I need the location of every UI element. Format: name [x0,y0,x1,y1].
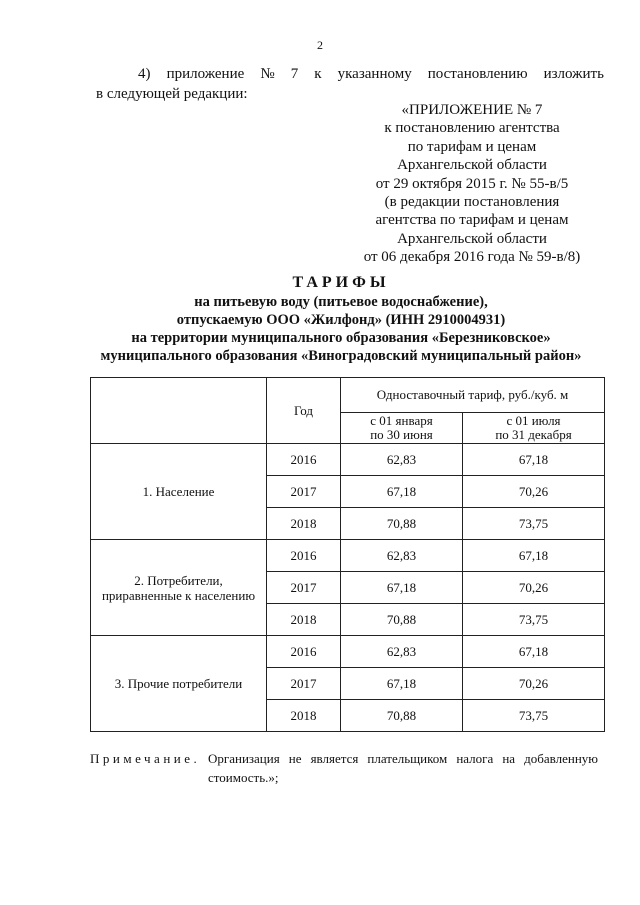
appendix-line: (в редакции постановления [384,194,560,211]
tariff-cell: 62,83 [341,444,463,476]
appendix-line: агентства по тарифам и ценам [375,212,569,229]
title-line: на питьевую воду (питьевое водоснабжение), [194,294,488,310]
tariff-cell: 67,18 [463,444,605,476]
period-line: по 31 декабря [495,427,572,442]
header-period-1 [341,413,463,444]
year-cell: 2017 [267,572,341,604]
intro-word: № [260,66,275,82]
tariff-cell: 73,75 [463,508,605,540]
appendix-line: Архангельской области [397,157,547,174]
tariff-cell: 70,26 [463,476,605,508]
intro-word: приложение [166,66,245,82]
intro-word: указанному [337,66,412,82]
year-cell: 2018 [267,604,341,636]
intro-word: постановлению [427,66,528,82]
table-row [91,444,605,476]
title-line: на территории муниципального образования «Березниковское» [131,330,551,346]
year-cell: 2017 [267,476,341,508]
year-cell: 2018 [267,508,341,540]
tariff-cell: 70,88 [341,508,463,540]
header-tariff: Одноставочный тариф, руб./куб. м [341,378,605,413]
period-line: с 01 июля [506,413,561,428]
tariff-cell: 67,18 [463,540,605,572]
page-number: 2 [317,38,323,52]
year-cell: 2018 [267,700,341,732]
category-label: 2. Потребители, [134,572,223,588]
tariff-cell: 73,75 [463,604,605,636]
note-text: Организация не является плательщиком налога на добавленную стоимость.»; [208,751,598,785]
intro-word: 7 [290,66,299,82]
title-heading: ТАРИФЫ [292,274,390,291]
category-label: 3. Прочие потребители [114,676,243,691]
note-label: Примечание. [90,751,201,766]
header-year: Год [267,378,341,444]
period-line: с 01 января [370,413,433,428]
appendix-line: от 29 октября 2015 г. № 55-в/5 [375,175,569,192]
tariff-table [90,377,605,732]
category-cell [91,540,267,636]
appendix-line: от 06 декабря 2016 года № 59-в/8) [363,249,581,266]
tariff-cell: 62,83 [341,636,463,668]
year-cell: 2017 [267,668,341,700]
tariff-cell: 73,75 [463,700,605,732]
tariff-cell: 70,88 [341,604,463,636]
intro-word: к [314,66,322,82]
tariff-cell: 67,18 [341,572,463,604]
tariff-cell: 67,18 [341,476,463,508]
appendix-header [340,101,604,267]
tariff-cell: 62,83 [341,540,463,572]
appendix-line: по тарифам и ценам [407,138,537,155]
note-section [90,749,598,787]
category-label: 1. Население [142,484,215,499]
intro-word: изложить [543,66,604,82]
year-cell: 2016 [267,444,341,476]
header-category-cell [91,378,267,444]
category-label: приравненные к населению [101,587,256,603]
intro-line-1 [96,64,604,84]
tariff-cell: 70,26 [463,668,605,700]
table-header-row [91,378,605,413]
tariff-cell: 67,18 [341,668,463,700]
category-cell [91,636,267,732]
title-line: муниципального образования «Виноградовский муниципальный район» [100,348,582,364]
document-title [80,273,602,365]
appendix-line: к постановлению агентства [384,120,560,137]
header-period-2 [463,413,605,444]
table-row [91,636,605,668]
title-line: отпускаемую ООО «Жилфонд» (ИНН 2910004931) [176,312,506,328]
period-line: по 30 июня [370,427,433,442]
year-cell: 2016 [267,540,341,572]
intro-word: 4) [138,66,151,82]
table-row [91,540,605,572]
intro-line-2: в следующей редакции: [96,86,248,102]
intro-paragraph [96,64,604,104]
tariff-cell: 70,26 [463,572,605,604]
year-cell: 2016 [267,636,341,668]
tariff-cell: 67,18 [463,636,605,668]
category-cell [91,444,267,540]
appendix-line: Архангельской области [397,230,547,247]
appendix-line: «ПРИЛОЖЕНИЕ № 7 [401,102,543,118]
tariff-cell: 70,88 [341,700,463,732]
